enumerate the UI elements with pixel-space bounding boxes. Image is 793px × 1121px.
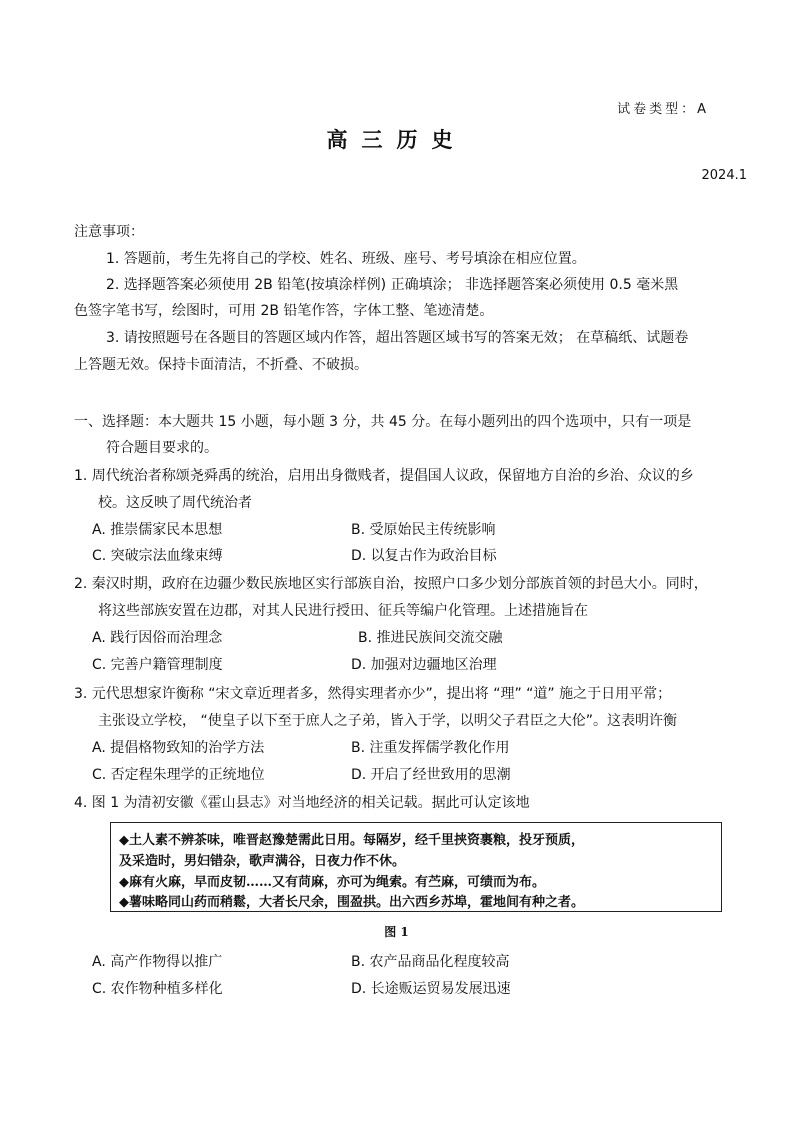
option-d: D. 长途贩运贸易发展迅速	[351, 981, 511, 997]
question-stem: 3. 元代思想家许衡称 “宋文章近理者多，然得实理者亦少”，提出将 “理” “道” 施之于日用平常；	[74, 686, 672, 702]
option-b: B. 推进民族间交流交融	[358, 630, 503, 646]
section-heading-cont: 符合题目要求的。	[106, 440, 218, 456]
notice-line: 2. 选择题答案必须使用 2B 铅笔(按填涂样例) 正确填涂； 非选择题答案必须使用 0.5 毫米黑	[106, 277, 679, 293]
figure-text-line: ◆麻有火麻，早而皮韧……又有苘麻，亦可为绳索。有苎麻，可绩而为布。	[119, 875, 545, 890]
option-d: D. 以复古作为政治目标	[351, 548, 497, 564]
page-title: 高三历史	[326, 127, 467, 152]
option-a: A. 推崇儒家民本思想	[92, 522, 223, 538]
option-b: B. 注重发挥儒学教化作用	[351, 740, 510, 756]
notice-line: 3. 请按照题号在各题目的答题区域内作答，超出答题区域书写的答案无效； 在草稿纸、试题卷	[106, 330, 689, 346]
option-a: A. 高产作物得以推广	[92, 954, 223, 970]
question-stem: 校。这反映了周代统治者	[98, 495, 252, 511]
notice-heading: 注意事项：	[74, 224, 144, 240]
option-d: D. 加强对边疆地区治理	[351, 657, 497, 673]
figure-text-line: ◆薯味略同山药而稍鬆，大者长尺余，围盈拱。出六西乡苏埠，霍地间有种之者。	[119, 895, 584, 910]
notice-line: 1. 答题前，考生先将自己的学校、姓名、班级、座号、考号填涂在相应位置。	[106, 251, 586, 267]
option-c: C. 农作物种植多样化	[92, 981, 223, 997]
exam-date: 2024.1	[701, 168, 747, 183]
question-stem: 将这些部族安置在边郡，对其人民进行授田、征兵等编户化管理。上述措施旨在	[98, 603, 588, 619]
option-a: A. 提倡格物致知的治学方法	[92, 740, 265, 756]
option-b: B. 受原始民主传统影响	[351, 522, 496, 538]
option-b: B. 农产品商品化程度较高	[351, 954, 510, 970]
figure-text-line: 及采造时，男妇错杂，歌声满谷，日夜力作不休。	[119, 854, 406, 869]
option-d: D. 开启了经世致用的思潮	[351, 767, 511, 783]
option-c: C. 完善户籍管理制度	[92, 657, 223, 673]
section-heading: 一、选择题：本大题共 15 小题，每小题 3 分，共 45 分。在每小题列出的四个选项中，只有一项是	[74, 414, 692, 430]
question-stem: 1. 周代统治者称颂尧舜禹的统治，启用出身微贱者，提倡国人议政，保留地方自治的乡治、众议的乡	[74, 468, 694, 484]
question-stem: 4. 图 1 为清初安徽《霍山县志》对当地经济的相关记载。据此可认定该地	[74, 795, 530, 811]
notice-line: 上答题无效。保持卡面清洁，不折叠、不破损。	[74, 357, 368, 373]
option-a: A. 践行因俗而治理念	[92, 630, 223, 646]
figure-1-box	[110, 822, 722, 912]
figure-text-line: ◆土人素不辨茶味，唯晋赵豫楚需此日用。每隔岁，经千里挟资裹粮，投牙预质，	[119, 833, 584, 848]
figure-caption: 图 1	[384, 925, 409, 939]
question-stem: 主张设立学校， “使皇子以下至于庶人之子弟，皆入于学，以明父子君臣之大伦”。这表明许衡	[98, 713, 677, 729]
option-c: C. 突破宗法血缘束缚	[92, 548, 223, 564]
question-stem: 2. 秦汉时期，政府在边疆少数民族地区实行部族自治，按照户口多少划分部族首领的封邑大小。同时，	[74, 576, 708, 592]
option-c: C. 否定程朱理学的正统地位	[92, 767, 265, 783]
paper-type-label: 试卷类型：A	[617, 102, 709, 117]
notice-line: 色签字笔书写，绘图时，可用 2B 铅笔作答，字体工整、笔迹清楚。	[74, 303, 494, 319]
